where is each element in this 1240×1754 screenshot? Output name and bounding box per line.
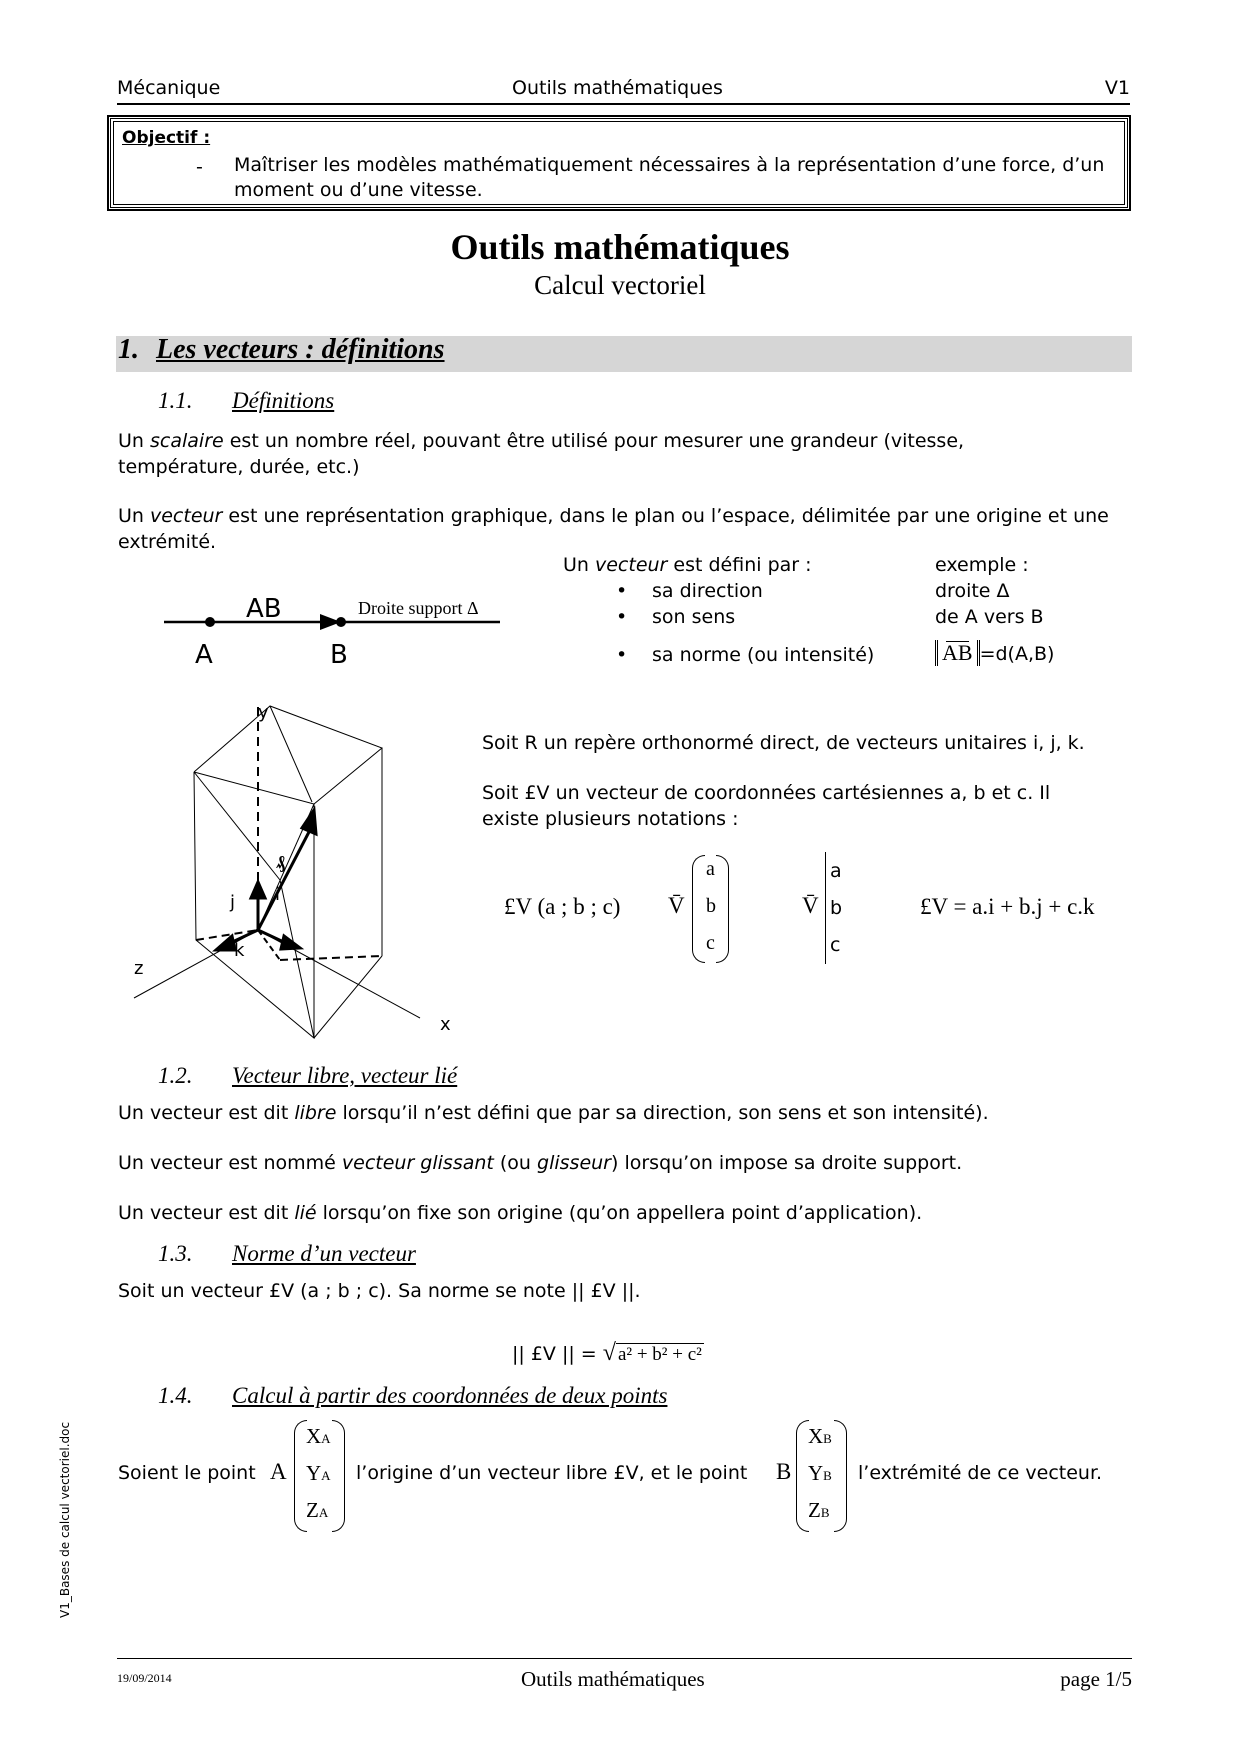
unit-j-label: j bbox=[230, 892, 236, 913]
points-post: l’extrémité de ce vecteur. bbox=[858, 1462, 1103, 1484]
subsection-title: Définitions bbox=[232, 388, 335, 413]
subsection-title: Calcul à partir des coordonnées de deux points bbox=[232, 1383, 668, 1408]
header-center: Outils mathématiques bbox=[512, 77, 723, 99]
paragraph-glissant bbox=[118, 1150, 1128, 1176]
paragraph-libre bbox=[118, 1100, 1128, 1126]
text: est défini par : bbox=[667, 554, 812, 576]
paragraph-repere: Soit R un repère orthonormé direct, de vecteurs unitaires i, j, k. bbox=[482, 732, 1085, 754]
text: Z bbox=[306, 1498, 319, 1522]
column-b: b bbox=[830, 897, 843, 919]
text: Un bbox=[118, 430, 150, 452]
axis-x-label: x bbox=[440, 1014, 451, 1035]
subscript: B bbox=[820, 1505, 830, 1520]
matrix-a: a bbox=[706, 858, 715, 880]
coord-yb bbox=[808, 1461, 832, 1486]
footer-date: 19/09/2014 bbox=[117, 1671, 172, 1685]
support-label: Droite support Δ bbox=[358, 598, 479, 618]
text: X bbox=[306, 1424, 322, 1448]
matrix-left-paren bbox=[692, 855, 705, 963]
emphasis: vecteur glissant bbox=[341, 1152, 494, 1174]
point-b-label: B bbox=[330, 640, 348, 670]
example-sens: de A vers B bbox=[935, 606, 1044, 628]
box-edge bbox=[194, 706, 382, 804]
dashed-edge bbox=[280, 956, 382, 960]
arrowhead-i bbox=[281, 936, 300, 949]
sidebar-filename: V1_Bases de calcul vectoriel.doc bbox=[58, 1421, 72, 1618]
axis-y-label: y bbox=[258, 702, 269, 723]
emphasis: libre bbox=[294, 1102, 337, 1124]
def-norme: sa norme (ou intensité) bbox=[652, 644, 875, 666]
vector-ab-label: AB bbox=[246, 594, 282, 624]
notation-3-v: V̄ bbox=[802, 893, 819, 918]
def-direction: sa direction bbox=[652, 580, 763, 602]
subsection-title: Vecteur libre, vecteur lié bbox=[232, 1063, 458, 1088]
column-bar bbox=[825, 852, 826, 964]
points-pre: Soient le point bbox=[118, 1462, 256, 1484]
subsection-number: 1.4. bbox=[158, 1383, 193, 1408]
norm-text: AB bbox=[942, 640, 973, 665]
box-edge bbox=[314, 956, 382, 1038]
box-edge bbox=[194, 772, 314, 1038]
subscript: B bbox=[823, 1468, 832, 1483]
section-1-heading bbox=[118, 334, 445, 366]
matrix-right-paren bbox=[332, 1420, 345, 1532]
text: X bbox=[808, 1424, 824, 1448]
subsection-title: Norme d’un vecteur bbox=[232, 1241, 416, 1266]
unit-i-label: i bbox=[275, 884, 281, 905]
vector-v bbox=[258, 830, 310, 930]
arrowhead-k bbox=[216, 936, 235, 950]
text: Un bbox=[563, 554, 595, 576]
point-b-symbol: B bbox=[776, 1459, 792, 1484]
subsection-number: 1.1. bbox=[158, 388, 193, 413]
vector-overbar bbox=[946, 641, 969, 642]
emphasis: vecteur bbox=[150, 505, 223, 527]
point-a-symbol: A bbox=[270, 1459, 287, 1484]
text: (ou bbox=[493, 1152, 538, 1174]
paragraph-norme: Soit un vecteur £V (a ; b ; c). Sa norme se note || £V ||. bbox=[118, 1280, 641, 1302]
notation-1: £V (a ; b ; c) bbox=[504, 894, 621, 919]
text: lorsqu’il n’est défini que par sa direction, son sens et son intensité). bbox=[336, 1102, 989, 1124]
arrowhead-v bbox=[302, 810, 316, 834]
column-a: a bbox=[830, 860, 842, 882]
objective-box bbox=[110, 118, 1128, 208]
norm-ab bbox=[935, 640, 980, 666]
points-mid: l’origine d’un vecteur libre £V, et le point bbox=[356, 1462, 748, 1484]
emphasis: vecteur bbox=[595, 554, 668, 576]
matrix-c: c bbox=[706, 932, 715, 954]
axis-z-label: z bbox=[134, 958, 144, 979]
subscript: A bbox=[318, 1505, 329, 1520]
header-right: V1 bbox=[1104, 77, 1130, 99]
footer-center: Outils mathématiques bbox=[521, 1667, 705, 1691]
text: Un bbox=[118, 505, 150, 527]
coord-xb bbox=[808, 1424, 832, 1449]
text: Un vecteur est nommé bbox=[118, 1152, 342, 1174]
example-direction: droite Δ bbox=[935, 580, 1010, 602]
def-sens: son sens bbox=[652, 606, 736, 628]
notation-4: £V = a.i + b.j + c.k bbox=[920, 894, 1095, 919]
text: Un vecteur est dit bbox=[118, 1202, 295, 1224]
emphasis: scalaire bbox=[150, 430, 224, 452]
diagonal bbox=[270, 706, 312, 802]
text: Z bbox=[808, 1498, 821, 1522]
matrix-right-paren bbox=[834, 1420, 847, 1532]
coord-ya bbox=[306, 1461, 331, 1486]
text: lorsqu’on fixe son origine (qu’on appellera point d’application). bbox=[316, 1202, 923, 1224]
subscript: A bbox=[321, 1431, 331, 1446]
3d-frame-figure bbox=[120, 700, 460, 1050]
page-footer bbox=[117, 1658, 1132, 1691]
bullet: • bbox=[616, 606, 628, 628]
text: Un vecteur est dit bbox=[118, 1102, 295, 1124]
paragraph-vecteur bbox=[118, 503, 1128, 555]
point-a-dot bbox=[205, 617, 215, 627]
emphasis: glisseur bbox=[537, 1152, 611, 1174]
page-subtitle: Calcul vectoriel bbox=[534, 270, 706, 300]
vector-arrowhead bbox=[320, 614, 341, 630]
objective-title: Objectif : bbox=[122, 128, 211, 148]
matrix-b: b bbox=[706, 895, 716, 917]
emphasis: lié bbox=[294, 1202, 317, 1224]
bullet: • bbox=[616, 644, 628, 666]
bullet: • bbox=[616, 580, 628, 602]
coord-zb bbox=[808, 1498, 830, 1523]
paragraph-coordonnees: Soit £V un vecteur de coordonnées cartésiennes a, b et c. Il existe plusieurs notations : bbox=[482, 782, 1051, 830]
norm-distance: =d(A,B) bbox=[979, 643, 1055, 665]
subsection-number: 1.3. bbox=[158, 1241, 193, 1266]
unit-k-label: k bbox=[234, 940, 245, 961]
arrowhead-j bbox=[251, 882, 265, 898]
subsection-number: 1.2. bbox=[158, 1063, 193, 1088]
example-head: exemple : bbox=[935, 554, 1029, 576]
vector-v-label: ₰ bbox=[276, 852, 285, 872]
column-c: c bbox=[830, 934, 841, 956]
text: ) lorsqu’on impose sa droite support. bbox=[611, 1152, 963, 1174]
def-head bbox=[563, 554, 812, 576]
text: est un nombre réel, pouvant être utilisé pour mesurer une grandeur (vitesse, température, durée, etc.) bbox=[118, 430, 965, 478]
notation-2-v: V̄ bbox=[668, 893, 685, 918]
objective-bullet: - bbox=[196, 156, 203, 178]
diagonal bbox=[194, 772, 280, 880]
coord-xa bbox=[306, 1424, 331, 1449]
objective-text: Maîtriser les modèles mathématiquement nécessaires à la représentation d’une force, d’un moment ou d’une vitesse. bbox=[234, 154, 1105, 201]
footer-page: page 1/5 bbox=[1060, 1667, 1132, 1691]
text: Y bbox=[808, 1461, 824, 1485]
formula-rhs: a² + b² + c² bbox=[617, 1344, 702, 1365]
matrix-right-paren bbox=[716, 855, 729, 963]
section-1-title: Les vecteurs : définitions bbox=[156, 334, 445, 365]
page-header bbox=[117, 77, 1130, 105]
formula-lhs: || £V || = bbox=[512, 1343, 603, 1365]
example-norme bbox=[935, 640, 1054, 666]
subscript: B bbox=[823, 1431, 832, 1446]
subscript: A bbox=[321, 1468, 331, 1483]
text: est une représentation graphique, dans le plan ou l’espace, délimitée par une origine et une extrémité. bbox=[118, 505, 1109, 553]
paragraph-scalaire bbox=[118, 428, 1018, 480]
point-a-label: A bbox=[195, 640, 213, 670]
page-title: Outils mathématiques bbox=[450, 227, 790, 267]
header-left: Mécanique bbox=[117, 77, 221, 99]
sqrt-icon: √ bbox=[602, 1340, 616, 1366]
coord-za bbox=[306, 1498, 328, 1523]
section-1-number: 1. bbox=[118, 334, 139, 365]
text: Y bbox=[306, 1461, 322, 1485]
norm-formula bbox=[512, 1340, 704, 1367]
paragraph-lie bbox=[118, 1200, 1128, 1226]
